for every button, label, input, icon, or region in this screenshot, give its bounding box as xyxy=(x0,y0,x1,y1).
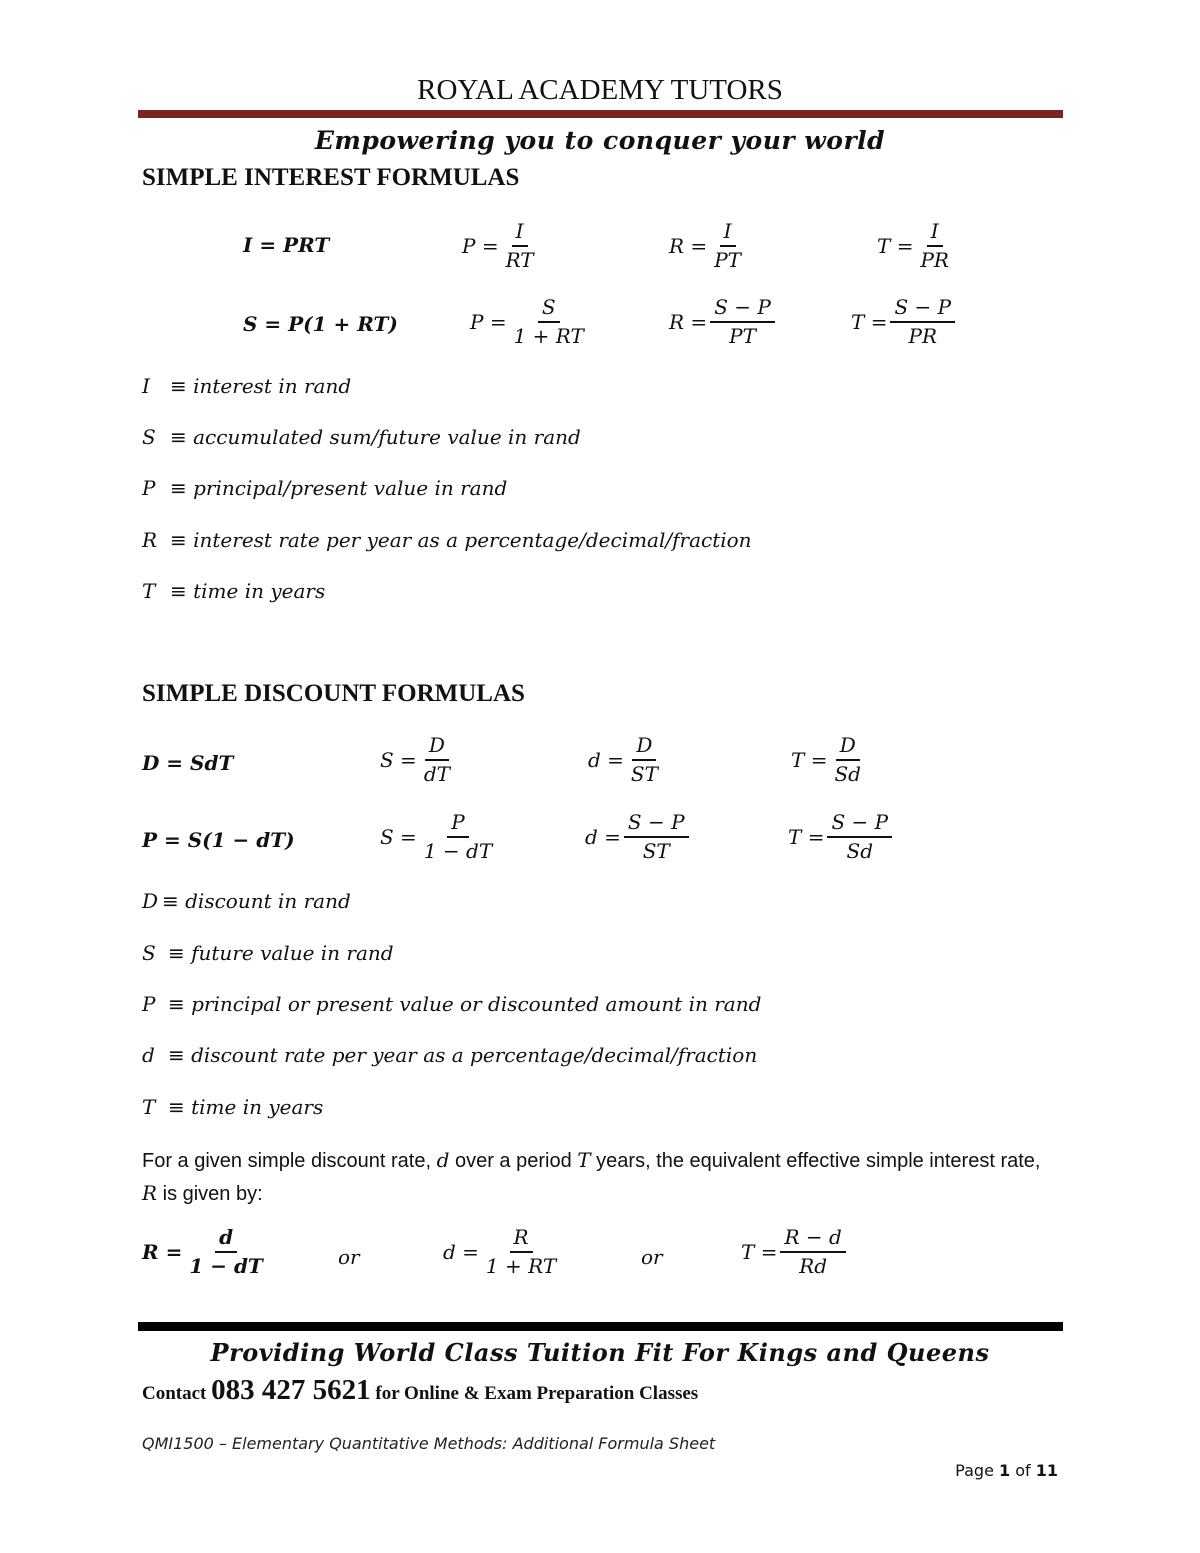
formula-numerator: R xyxy=(510,1226,533,1253)
contact-prefix: Contact xyxy=(142,1383,212,1404)
formula-lhs: T = xyxy=(788,825,825,849)
formula-denominator: PT xyxy=(714,248,741,272)
formula-denominator: Sd xyxy=(834,762,861,786)
page-current: 1 xyxy=(999,1461,1011,1480)
formula-lhs: T = xyxy=(791,748,828,772)
definition-symbol: I xyxy=(142,374,150,398)
formula-numerator: S − P xyxy=(710,296,775,323)
definition-symbol: T xyxy=(142,1095,156,1119)
definition-symbol: P xyxy=(142,476,156,500)
definition-item xyxy=(142,579,325,603)
equivalent-formula-r xyxy=(142,1226,267,1278)
definition-symbol: d xyxy=(142,1043,155,1067)
page-label: Page xyxy=(955,1461,999,1480)
interest-formula-r-row1 xyxy=(669,220,745,272)
paragraph-text: years, the equivalent effective simple interest rate, xyxy=(590,1150,1041,1172)
formula-numerator: D xyxy=(632,734,656,761)
interest-formula-p-row1 xyxy=(462,220,538,272)
interest-formula-s-p1rt: S = P(1 + RT) xyxy=(243,312,398,336)
interest-heading: SIMPLE INTEREST FORMULAS xyxy=(142,164,520,191)
formula-lhs: S = xyxy=(380,825,417,849)
discount-formula-s-row1 xyxy=(380,734,454,786)
header-tagline: Empowering you to conquer your world xyxy=(314,126,886,155)
formula-numerator: D xyxy=(836,734,860,761)
formula-denominator: Sd xyxy=(846,839,874,863)
footer-course: QMI1500 – Elementary Quantitative Methods: Additional Formula Sheet xyxy=(142,1434,716,1453)
definition-item xyxy=(142,941,394,965)
formula-denominator: dT xyxy=(423,762,450,786)
formula-denominator: ST xyxy=(630,762,658,786)
definition-symbol: S xyxy=(142,425,156,449)
formula-lhs: d = xyxy=(585,825,621,849)
definition-item xyxy=(142,889,351,913)
footer-contact xyxy=(142,1374,698,1407)
formula-denominator: Rd xyxy=(799,1254,828,1278)
interest-formula-t-row1 xyxy=(877,220,953,272)
formula-lhs: T = xyxy=(877,234,914,258)
definition-item xyxy=(142,425,581,449)
definition-text: ≡ accumulated sum/future value in rand xyxy=(170,425,581,449)
definition-text: ≡ discount in rand xyxy=(162,889,351,913)
discount-formula-d-row1 xyxy=(588,734,662,786)
paragraph-text: over a period xyxy=(449,1150,578,1172)
formula-numerator: I xyxy=(720,220,736,247)
formula-lhs: T = xyxy=(741,1240,778,1264)
formula-lhs: P = xyxy=(470,310,507,334)
formula-lhs: d = xyxy=(588,748,624,772)
equivalence-paragraph xyxy=(142,1144,1057,1210)
page-of: of xyxy=(1010,1461,1036,1480)
contact-phone: 083 427 5621 xyxy=(211,1374,371,1406)
header-title: ROYAL ACADEMY TUTORS xyxy=(417,74,783,106)
formula-denominator: PR xyxy=(920,248,949,272)
definition-text: ≡ principal/present value in rand xyxy=(170,476,508,500)
formula-denominator: RT xyxy=(505,248,534,272)
definition-symbol: T xyxy=(142,579,156,603)
interest-formula-r-row2 xyxy=(669,296,775,348)
formula-numerator: D xyxy=(425,734,449,761)
definition-symbol: S xyxy=(142,941,156,965)
discount-heading: SIMPLE DISCOUNT FORMULAS xyxy=(142,680,525,707)
paragraph-variable: R xyxy=(142,1181,158,1205)
paragraph-variable: T xyxy=(577,1148,591,1172)
interest-formula-i-prt: I = PRT xyxy=(243,233,330,257)
formula-denominator: 1 − dT xyxy=(189,1254,263,1278)
or-separator: or xyxy=(338,1245,360,1269)
definition-symbol: P xyxy=(142,992,156,1016)
footer-page-number xyxy=(955,1461,1058,1480)
definition-text: ≡ future value in rand xyxy=(168,941,394,965)
formula-numerator: S − P xyxy=(827,811,892,838)
definition-text: ≡ time in years xyxy=(168,1095,324,1119)
interest-formula-t-row2 xyxy=(851,296,955,348)
definition-text: ≡ discount rate per year as a percentage/decimal/fraction xyxy=(168,1043,758,1067)
definition-text: ≡ time in years xyxy=(170,579,326,603)
footer-rule xyxy=(138,1322,1063,1331)
formula-numerator: I xyxy=(927,220,943,247)
footer-slogan: Providing World Class Tuition Fit For Kings and Queens xyxy=(210,1338,990,1367)
definition-text: ≡ principal or present value or discounted amount in rand xyxy=(168,992,762,1016)
header-rule xyxy=(138,110,1063,118)
definition-item xyxy=(142,476,507,500)
definition-item xyxy=(142,992,761,1016)
formula-lhs: d = xyxy=(443,1240,479,1264)
discount-formula-s-row2 xyxy=(380,811,496,863)
formula-lhs: R = xyxy=(669,234,708,258)
definition-symbol: D xyxy=(142,889,159,913)
definition-text: ≡ interest rate per year as a percentage/decimal/fraction xyxy=(170,528,752,552)
paragraph-text: is given by: xyxy=(157,1183,263,1205)
formula-lhs: S = xyxy=(380,748,417,772)
definition-item xyxy=(142,1043,757,1067)
paragraph-text: For a given simple discount rate, xyxy=(142,1150,437,1172)
formula-lhs: P = xyxy=(462,234,499,258)
equivalent-formula-d xyxy=(443,1226,560,1278)
page-total: 11 xyxy=(1035,1461,1058,1480)
formula-numerator: P xyxy=(447,811,468,838)
paragraph-variable: d xyxy=(436,1148,450,1172)
formula-numerator: R − d xyxy=(780,1226,845,1253)
formula-denominator: 1 + RT xyxy=(485,1254,557,1278)
definition-text: ≡ interest in rand xyxy=(170,374,352,398)
formula-denominator: ST xyxy=(642,839,670,863)
formula-numerator: S − P xyxy=(890,296,955,323)
formula-lhs: T = xyxy=(851,310,888,334)
definition-symbol: R xyxy=(142,528,158,552)
definition-item xyxy=(142,528,752,552)
formula-numerator: S xyxy=(538,296,560,323)
definition-item xyxy=(142,1095,323,1119)
discount-formula-t-row1 xyxy=(791,734,865,786)
formula-denominator: PR xyxy=(908,324,938,348)
discount-formula-p-s1dt: P = S(1 − dT) xyxy=(142,828,295,852)
contact-suffix: for Online & Exam Preparation Classes xyxy=(370,1383,699,1404)
formula-lhs: R = xyxy=(142,1240,183,1264)
discount-formula-d-row2 xyxy=(585,811,689,863)
formula-numerator: I xyxy=(512,220,528,247)
equivalent-formula-t xyxy=(741,1226,846,1278)
interest-formula-p-row2 xyxy=(470,296,588,348)
formula-denominator: PT xyxy=(729,324,756,348)
or-separator: or xyxy=(641,1245,663,1269)
formula-numerator: S − P xyxy=(624,811,689,838)
discount-formula-d-sdt: D = SdT xyxy=(142,751,234,775)
formula-lhs: R = xyxy=(669,310,708,334)
formula-numerator: d xyxy=(215,1226,237,1253)
formula-denominator: 1 + RT xyxy=(513,324,584,348)
definition-item xyxy=(142,374,351,398)
discount-formula-t-row2 xyxy=(788,811,892,863)
formula-denominator: 1 − dT xyxy=(423,839,493,863)
